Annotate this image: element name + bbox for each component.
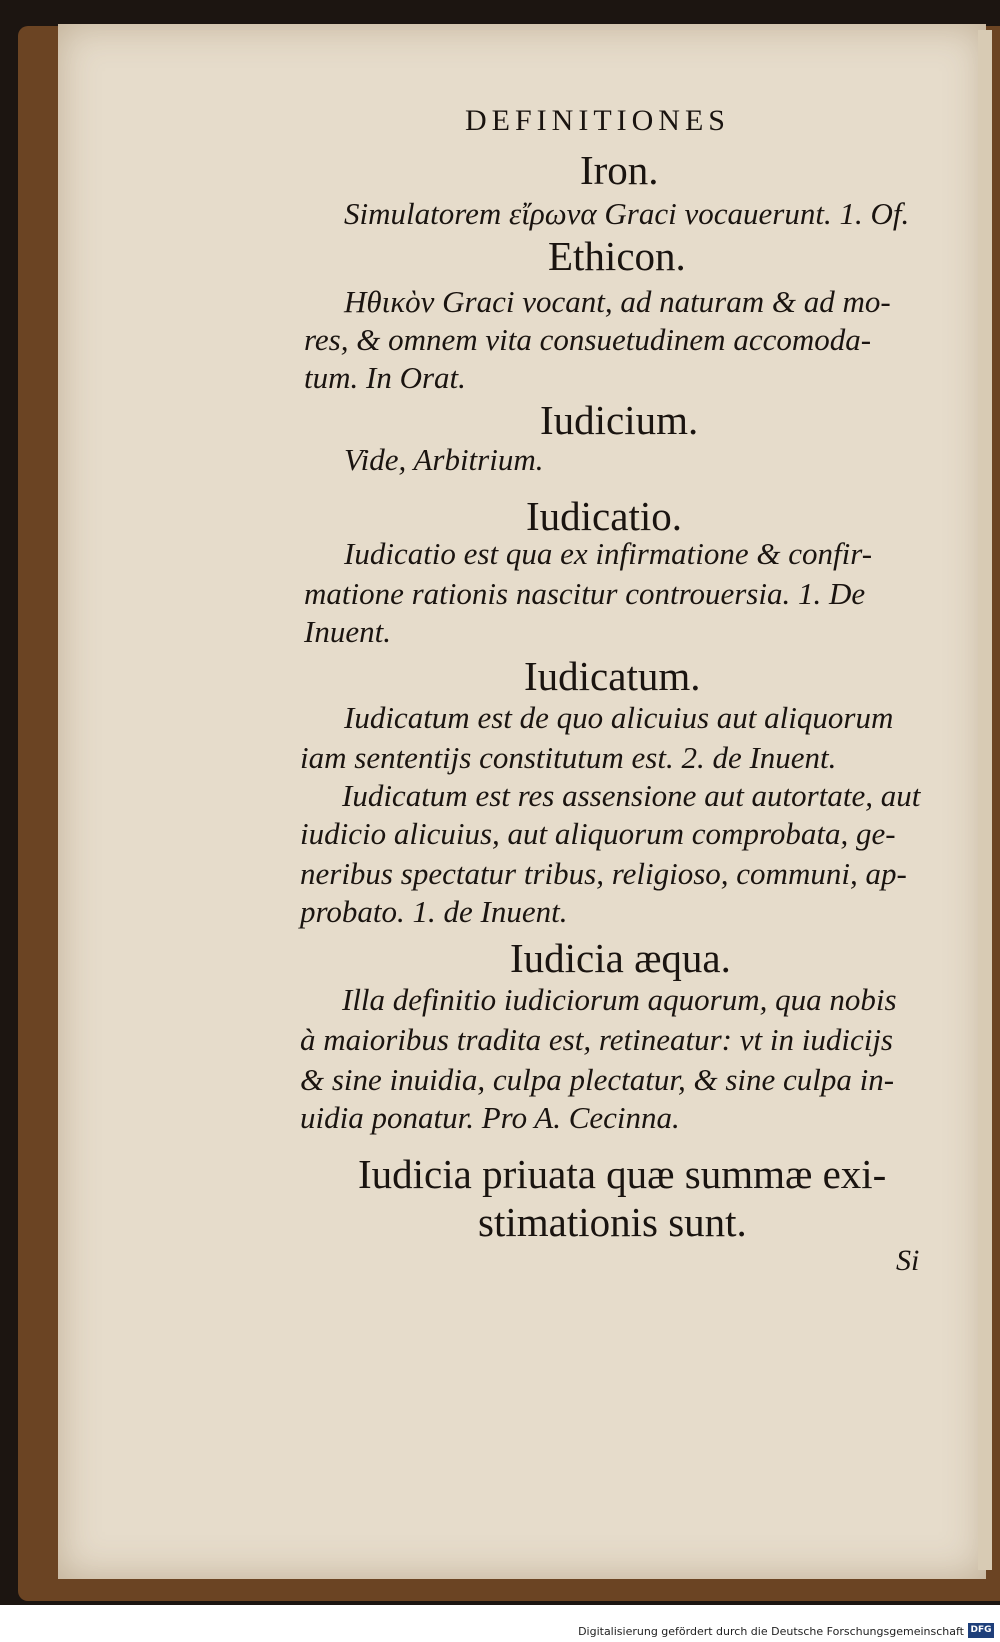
entry-heading: Iudicia æqua.	[510, 935, 731, 981]
catchword: Si	[896, 1244, 920, 1277]
entry-line: iam sententijs constitutum est. 2. de Inuent.	[300, 740, 837, 775]
entry-line: neribus spectatur tribus, religioso, communi, ap-	[300, 856, 907, 891]
entry-line: & sine inuidia, culpa plectatur, & sine culpa in-	[300, 1062, 895, 1097]
dfg-logo: DFG	[968, 1623, 994, 1638]
funding-credit: Digitalisierung gefördert durch die Deutsche Forschungsgemeinschaft	[578, 1625, 964, 1638]
footer	[0, 1610, 1000, 1642]
entry-heading-continued: stimationis sunt.	[478, 1199, 747, 1245]
entry-line: à maioribus tradita est, retineatur: vt in iudicijs	[300, 1022, 893, 1057]
entry-line: Iudicatum est de quo alicuius aut aliquorum	[344, 700, 894, 735]
entry-line: matione rationis nascitur controuersia. 1. De	[304, 576, 866, 611]
entry-line: Iudicatio est qua ex infirmatione & confir-	[344, 536, 873, 571]
entry-heading: Iron.	[580, 147, 659, 193]
entry-line: uidia ponatur. Pro A. Cecinna.	[300, 1100, 680, 1135]
entry-line: res, & omnem vita consuetudinem accomoda-	[304, 322, 872, 357]
entry-line: Inuent.	[304, 614, 391, 649]
entry-line: Illa definitio iudiciorum aquorum, qua nobis	[342, 982, 897, 1017]
entry-line: Simulatorem εἴρωνα Graci vocauerunt. 1. Of.	[344, 196, 910, 231]
running-head: DEFINITIONES	[465, 104, 730, 137]
entry-line: Ηθικὸν Graci vocant, ad naturam & ad mo-	[344, 284, 891, 319]
entry-heading: Ethicon.	[548, 233, 686, 279]
entry-heading: Iudicatio.	[526, 493, 682, 539]
entry-line: iudicio alicuius, aut aliquorum comprobata, ge-	[300, 816, 896, 851]
entry-line: tum. In Orat.	[304, 360, 466, 395]
entry-line: probato. 1. de Inuent.	[300, 894, 568, 929]
entry-heading: Iudicia priuata quæ summæ exi-	[358, 1151, 887, 1197]
entry-line: Vide, Arbitrium.	[344, 442, 544, 477]
entry-heading: Iudicatum.	[524, 653, 701, 699]
entry-heading: Iudicium.	[540, 397, 699, 443]
entry-line: Iudicatum est res assensione aut autortate, aut	[342, 778, 921, 813]
